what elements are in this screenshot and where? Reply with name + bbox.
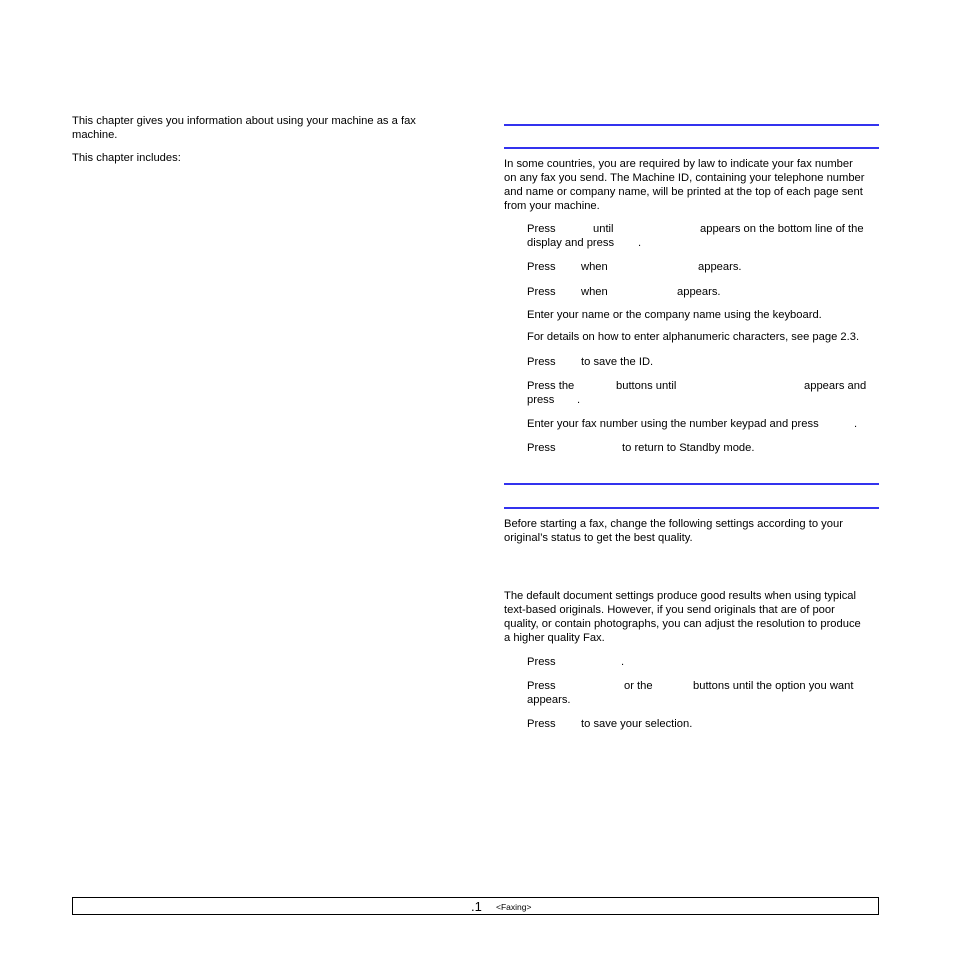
text-line: This chapter gives you information about using your machine as a fax xyxy=(72,115,416,127)
step-text: Enter your name or the company name using the keyboard. xyxy=(527,309,822,321)
text-line: The default document settings produce good results when using typical xyxy=(504,590,856,602)
section-rule-bottom xyxy=(504,507,879,509)
step-text: Press xyxy=(527,261,556,273)
step-text: to return to Standby mode. xyxy=(622,442,755,454)
step-text: buttons until the option you want xyxy=(693,680,854,692)
text-line: Before starting a fax, change the following settings according to your xyxy=(504,518,843,530)
step-text: appears. xyxy=(527,694,571,706)
step-text: display and press xyxy=(527,237,615,249)
step-text: appears. xyxy=(677,286,721,298)
step-text: appears and xyxy=(804,380,867,392)
text-line: and name or company name, will be printed at the top of each page sent xyxy=(504,186,863,198)
text-line: text-based originals. However, if you send originals that are of poor xyxy=(504,604,835,616)
step-text: Press xyxy=(527,223,556,235)
step-text: press xyxy=(527,394,555,406)
step-text: buttons until xyxy=(616,380,677,392)
chapter-includes-label: This chapter includes: xyxy=(72,152,181,164)
step-text: Press xyxy=(527,680,556,692)
text-line: In some countries, you are required by law to indicate your fax number xyxy=(504,158,853,170)
step-note: For details on how to enter alphanumeric characters, see page 2.3. xyxy=(527,331,860,343)
step-text: appears on the bottom line of the xyxy=(700,223,864,235)
page-number: .1 xyxy=(471,899,482,914)
text-line: machine. xyxy=(72,129,118,141)
step-text: Press xyxy=(527,286,556,298)
section-rule-bottom xyxy=(504,147,879,149)
step-text: until xyxy=(593,223,614,235)
step-text: when xyxy=(581,286,608,298)
resolution-paragraph xyxy=(504,589,861,645)
step-text: to save your selection. xyxy=(581,718,693,730)
step-text: Press xyxy=(527,718,556,730)
section-rule-top xyxy=(504,483,879,485)
step-text: when xyxy=(581,261,608,273)
text-line: a higher quality Fax. xyxy=(504,632,605,644)
text-line: quality, or contain photographs, you can adjust the resolution to produce xyxy=(504,618,861,630)
text-line: on any fax you send. The Machine ID, containing your telephone number xyxy=(504,172,865,184)
document-settings-paragraph xyxy=(504,517,843,545)
step-text: . xyxy=(577,394,581,406)
step-text: Press the xyxy=(527,380,575,392)
step-text: to save the ID. xyxy=(581,356,654,368)
step-text: or the xyxy=(624,680,653,692)
intro-paragraph xyxy=(72,114,416,142)
machine-id-paragraph xyxy=(504,157,865,213)
step-text: appears. xyxy=(698,261,742,273)
step-text: . xyxy=(638,237,642,249)
chapter-name: <Faxing> xyxy=(496,902,532,912)
step-text: Press xyxy=(527,356,556,368)
section-rule-top xyxy=(504,124,879,126)
page-footer xyxy=(72,897,879,915)
text-line: original’s status to get the best quality. xyxy=(504,532,693,544)
step-text: . xyxy=(854,418,858,430)
step-text: Enter your fax number using the number keypad and press xyxy=(527,418,819,430)
text-line: from your machine. xyxy=(504,200,600,212)
step-text: . xyxy=(621,656,625,668)
step-text: Press xyxy=(527,656,556,668)
step-text: Press xyxy=(527,442,556,454)
